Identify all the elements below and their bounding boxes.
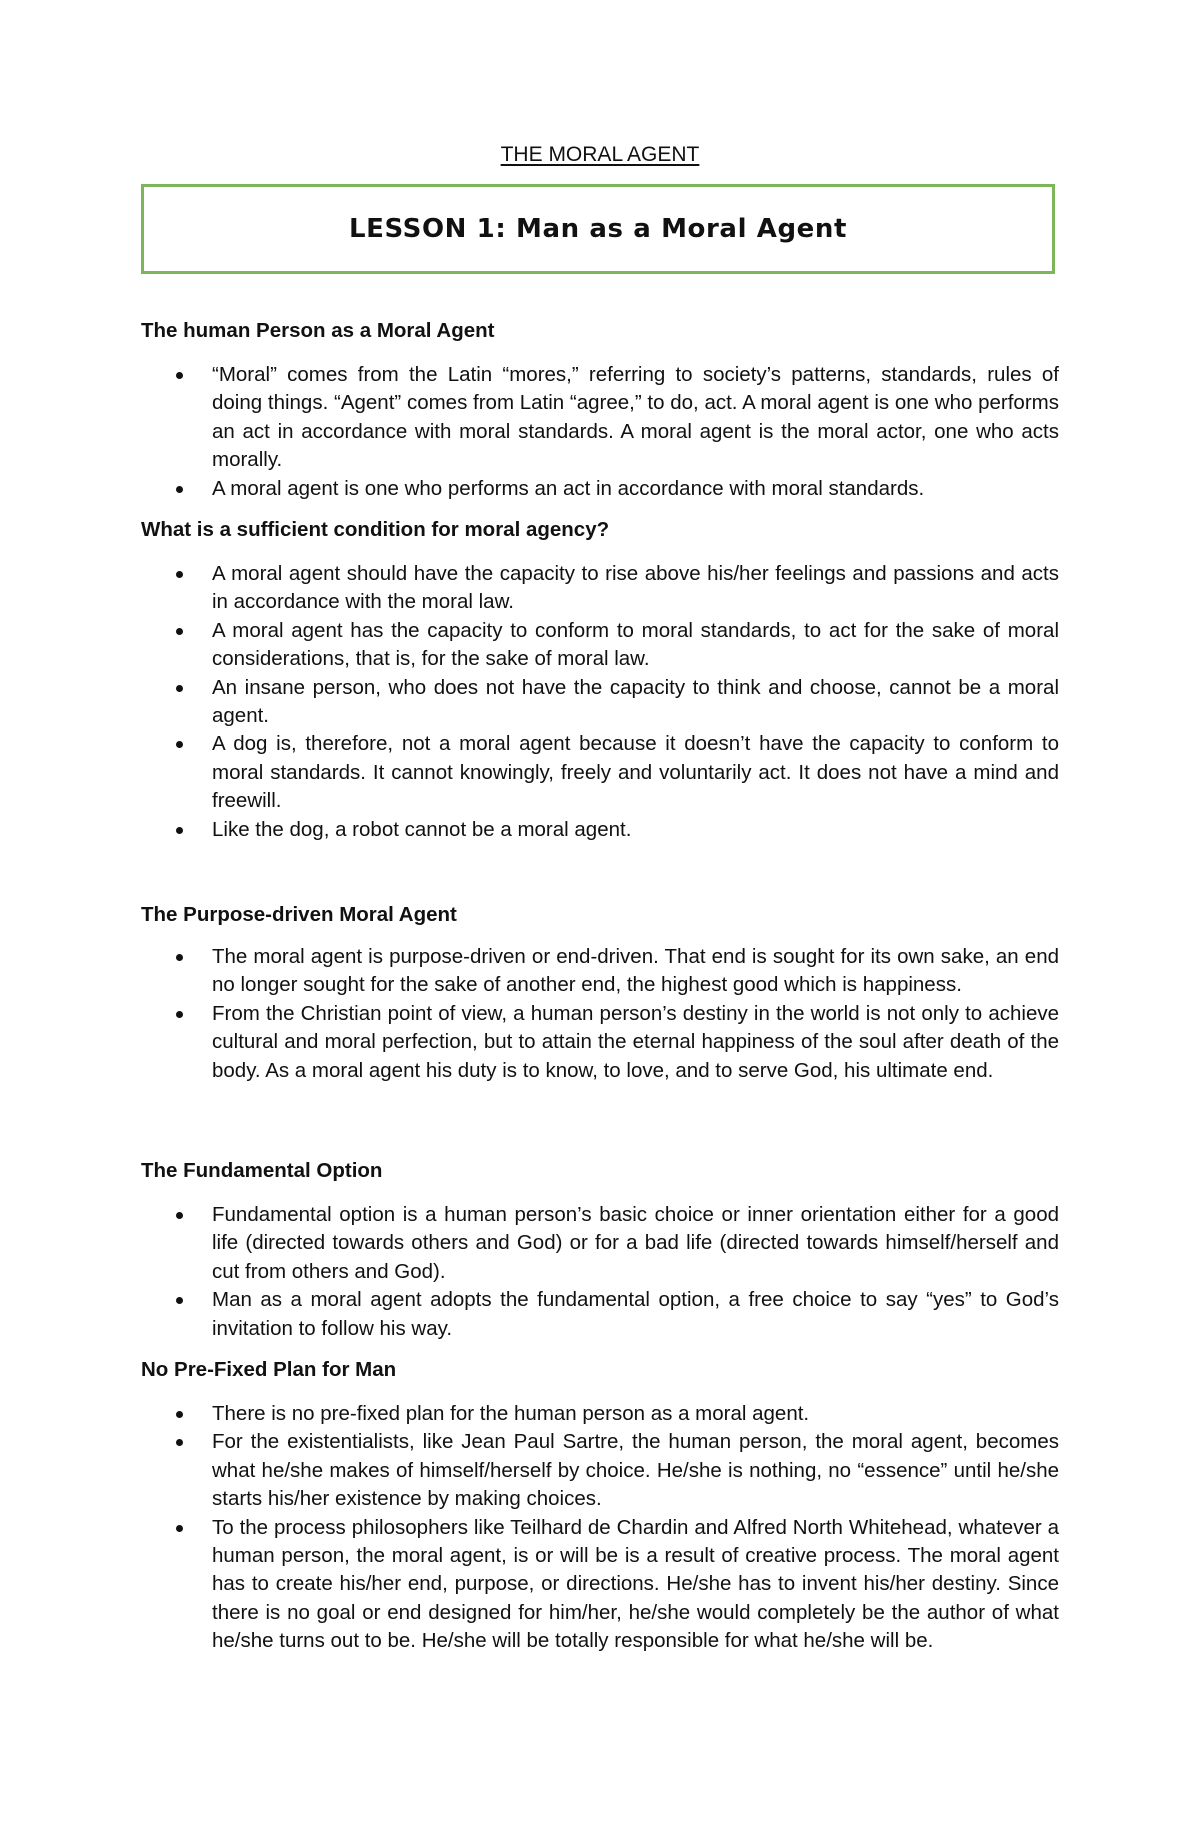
section-heading: The Fundamental Option: [141, 1159, 383, 1182]
list-item: For the existentialists, like Jean Paul Sartre, the human person, the moral agent, becomes what he/she makes of himself/herself by choice. He/she is nothing, no “essence” until he/she starts his/her existence by making choices.: [141, 1428, 1059, 1513]
bullet-list: [141, 1201, 1059, 1343]
list-item: Like the dog, a robot cannot be a moral agent.: [141, 816, 1059, 844]
section-heading: No Pre-Fixed Plan for Man: [141, 1358, 397, 1381]
list-item: To the process philosophers like Teilhard de Chardin and Alfred North Whitehead, whatever a human person, the moral agent, is or will be is a result of creative process. The moral agent has to create his/her end, purpose, or directions. He/she has to invent his/her destiny. Since there is no goal or end designed for him/her, he/she would completely be the author of what he/she turns out to be. He/she will be totally responsible for what he/she will be.: [141, 1514, 1059, 1656]
bullet-list: [141, 943, 1059, 1085]
bullet-list: [141, 1400, 1059, 1656]
section-no-prefixed-plan: [141, 1356, 1059, 1656]
list-item: Fundamental option is a human person’s basic choice or inner orientation either for a good life (directed towards others and God) or for a bad life (directed towards himself/herself and cut from others and God).: [141, 1201, 1059, 1286]
lesson-title: LESSON 1: Man as a Moral Agent: [348, 213, 848, 244]
bullet-list: [141, 560, 1059, 844]
section-heading: The human Person as a Moral Agent: [141, 319, 495, 342]
section-fundamental-option: [141, 1157, 1059, 1343]
section-heading: What is a sufficient condition for moral agency?: [141, 518, 610, 541]
section-sufficient-condition: [141, 516, 1059, 844]
list-item: A moral agent has the capacity to conform to moral standards, to act for the sake of moral considerations, that is, for the sake of moral law.: [141, 617, 1059, 674]
list-item: “Moral” comes from the Latin “mores,” referring to society’s patterns, standards, rules of doing things. “Agent” comes from Latin “agree,” to do, act. A moral agent is one who performs an act in accordance with moral standards. A moral agent is the moral actor, one who acts morally.: [141, 361, 1059, 475]
section-heading: The Purpose-driven Moral Agent: [141, 903, 457, 926]
list-item: From the Christian point of view, a human person’s destiny in the world is not only to achieve cultural and moral perfection, but to attain the eternal happiness of the soul after death of the body. As a moral agent his duty is to know, to love, and to serve God, his ultimate end.: [141, 1000, 1059, 1085]
list-item: A moral agent is one who performs an act in accordance with moral standards.: [141, 475, 1059, 503]
list-item: The moral agent is purpose-driven or end-driven. That end is sought for its own sake, an end no longer sought for the sake of another end, the highest good which is happiness.: [141, 943, 1059, 1000]
list-item: There is no pre-fixed plan for the human person as a moral agent.: [141, 1400, 1059, 1428]
document-title: THE MORAL AGENT: [500, 143, 700, 166]
bullet-list: [141, 361, 1059, 503]
list-item: Man as a moral agent adopts the fundamental option, a free choice to say “yes” to God’s invitation to follow his way.: [141, 1286, 1059, 1343]
section-human-person: [141, 317, 1059, 503]
list-item: An insane person, who does not have the capacity to think and choose, cannot be a moral agent.: [141, 674, 1059, 731]
list-item: A dog is, therefore, not a moral agent because it doesn’t have the capacity to conform to moral standards. It cannot knowingly, freely and voluntarily act. It does not have a mind and freewill.: [141, 730, 1059, 815]
list-item: A moral agent should have the capacity to rise above his/her feelings and passions and acts in accordance with the moral law.: [141, 560, 1059, 617]
section-purpose-driven: [141, 901, 1059, 1085]
lesson-box: [141, 184, 1055, 274]
